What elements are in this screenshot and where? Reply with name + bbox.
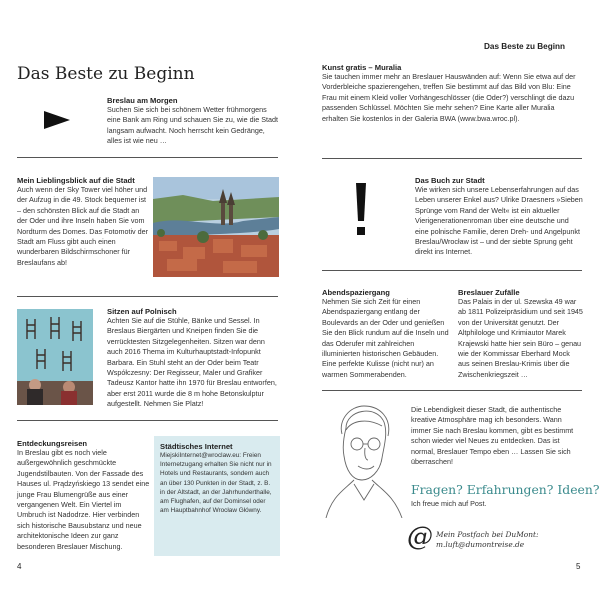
section-heading-sitzen: Sitzen auf Polnisch <box>107 307 177 316</box>
divider <box>17 157 278 158</box>
at-icon: @ <box>407 522 433 552</box>
email-address[interactable]: m.luft@dumontreise.de <box>436 540 525 549</box>
running-title: Das Beste zu Beginn <box>484 42 565 51</box>
author-text: Die Lebendigkeit dieser Stadt, die authentische kreative Atmosphäre mag ich besonders. Wann immer Sie nach Breslau kommen, gibt es bestimmt schon wieder viel Neues zu entdecken. Das ist normal, Breslauer Tempo eben … Lassen Sie sich überraschen! <box>411 405 574 467</box>
section-text-kunst: Sie tauchen immer mehr an Breslauer Hauswänden auf: Wenn Sie etwa auf der Vorderbleiche spazierengehen, treffen Sie bestimmt auf das Bild von Blu: Eine Frau mit einem Kleid voller Vorhängeschlösser (die Oder?) verschlingt die dazu passenden Schlüssel. Möchten Sie mehr sehen? Eine Karte aller Muralia erhalten Sie kostenlos in der Galeria BWA (www.bwa.wroc.pl). <box>322 72 576 123</box>
info-box-internet <box>154 436 280 556</box>
section-heading-entdeckungsreisen: Entdeckungsreisen <box>17 439 88 448</box>
section-heading-zufaelle: Breslauer Zufälle <box>458 288 520 297</box>
divider <box>17 420 278 421</box>
section-heading-kunst: Kunst gratis – Muralia <box>322 63 402 72</box>
info-box-text: MiejskiInternet@wroclaw.eu: Freien Internetzugang erhalten Sie nicht nur in Hotels und Restaurants, sondern auch an über 130 Punkten in der Stadt, z. B. in der Altstadt, an der Jahrhunderthalle, am Flughafen, auf der Dominsel oder am Hauptbahnhof Wrocław Główny. <box>160 452 272 515</box>
info-box-heading: Städtisches Internet <box>160 442 233 451</box>
section-heading-breslau-am-morgen: Breslau am Morgen <box>107 96 178 105</box>
page-number-right: 5 <box>576 562 581 571</box>
section-heading-lieblingsblick: Mein Lieblingsblick auf die Stadt <box>17 176 135 185</box>
section-text-zufaelle: Das Palais in der ul. Szewska 49 war ab 1811 Polizeipräsidium und seit 1945 von der Universität genutzt. Der Altphilologe und Krimiautor Marek Krajewski hatte hier sein Büro – genau wie der Kommissar Eberhard Mock aus seinen Breslau-Krimis über die Zwischenkriegszeit … <box>458 297 583 379</box>
arrow-right-icon <box>44 111 70 129</box>
divider <box>322 158 582 159</box>
city-panorama-photo <box>153 177 279 277</box>
mailbox-label: Mein Postfach bei DuMont: <box>436 530 539 539</box>
section-heading-buch: Das Buch zur Stadt <box>415 176 485 185</box>
section-heading-abendspaziergang: Abendspaziergang <box>322 288 390 297</box>
page-number-left: 4 <box>17 562 22 571</box>
invite-text: Ich freue mich auf Post. <box>411 499 487 508</box>
section-text-lieblingsblick: Auch wenn der Sky Tower viel höher und der Aufzug in die 49. Stock bequemer ist – den schönsten Blick auf die Stadt an der Oder und ihre Inseln haben Sie vom Nordturm des Domes. Das Fotomotiv der Stadt am Fluss gibt auch einen wunderbaren Bildschirmschoner für Breslaufans ab! <box>17 185 149 267</box>
section-text-entdeckungsreisen: In Breslau gibt es noch viele außergewöhnlich geschmückte Jugendstilbauten. Von der Fassade des Hauses ul. Prądzyńskiego 13 sendet eine junge Frau Blumengrüße aus einer vergangenen Welt. Ein Viertel im Umbruch ist Nadodrze. Hier verbinden sich historische Bausubstanz und neue architektonische Ideen zur ganz besonderen Breslauer Mischung. <box>17 448 150 551</box>
divider <box>17 296 278 297</box>
divider <box>322 390 582 391</box>
section-text-breslau-am-morgen: Suchen Sie sich bei schönem Wetter frühmorgens eine Bank am Ring und schauen Sie zu, wie die Stadt langsam aufwacht. Noch herrscht kein Gedränge, alles ist wie neu … <box>107 105 279 146</box>
page-title: Das Beste zu Beginn <box>17 64 195 84</box>
section-text-abendspaziergang: Nehmen Sie sich Zeit für einen Abendspaziergang entlang der Boulevards an der Oder und genießen Sie den Blick rundum auf die Inseln und das Oderufer mit zahlreichen illuminierten historischen Gebäuden. Eine perfekte Kulisse (nicht nur) an warmen Sommerabenden. <box>322 297 449 379</box>
section-text-buch: Wie wirken sich unsere Lebenserfahrungen auf das Leben unserer Enkel aus? Ulrike Draesners »Sieben Sprünge vom Rand der Welt« ist ein aktueller Vierigenerationenroman über eine deutsche und eine polnische Familie, deren Dreh- und Angelpunkt Breslau/Wrocław ist – und der siebte Sprung geht direkt ins Internet. <box>415 185 583 257</box>
section-text-sitzen: Achten Sie auf die Stühle, Bänke und Sessel. In Breslaus Biergärten und Kneipen finden Sie die verrücktesten Sitzgelegenheiten. Sitzen war denn auch 2016 Thema im Kulturhauptstadt-Infopunkt Barbara. Ein Stuhl steht an der Oder beim Teatr Współczesny: Der Regisseur, Maler und Grafiker Tadeusz Kantor hatte ihn 1970 für Breslau entworfen, aber erst 2011 wurde die 8 m hohe Betonskulptur aufgestellt. Nehmen Sie Platz! <box>107 316 277 409</box>
divider <box>322 270 582 271</box>
chairs-wall-photo <box>17 309 93 405</box>
exclamation-icon <box>352 183 370 239</box>
author-portrait-sketch <box>324 400 404 518</box>
question-heading: Fragen? Erfahrungen? Ideen? <box>411 482 600 497</box>
